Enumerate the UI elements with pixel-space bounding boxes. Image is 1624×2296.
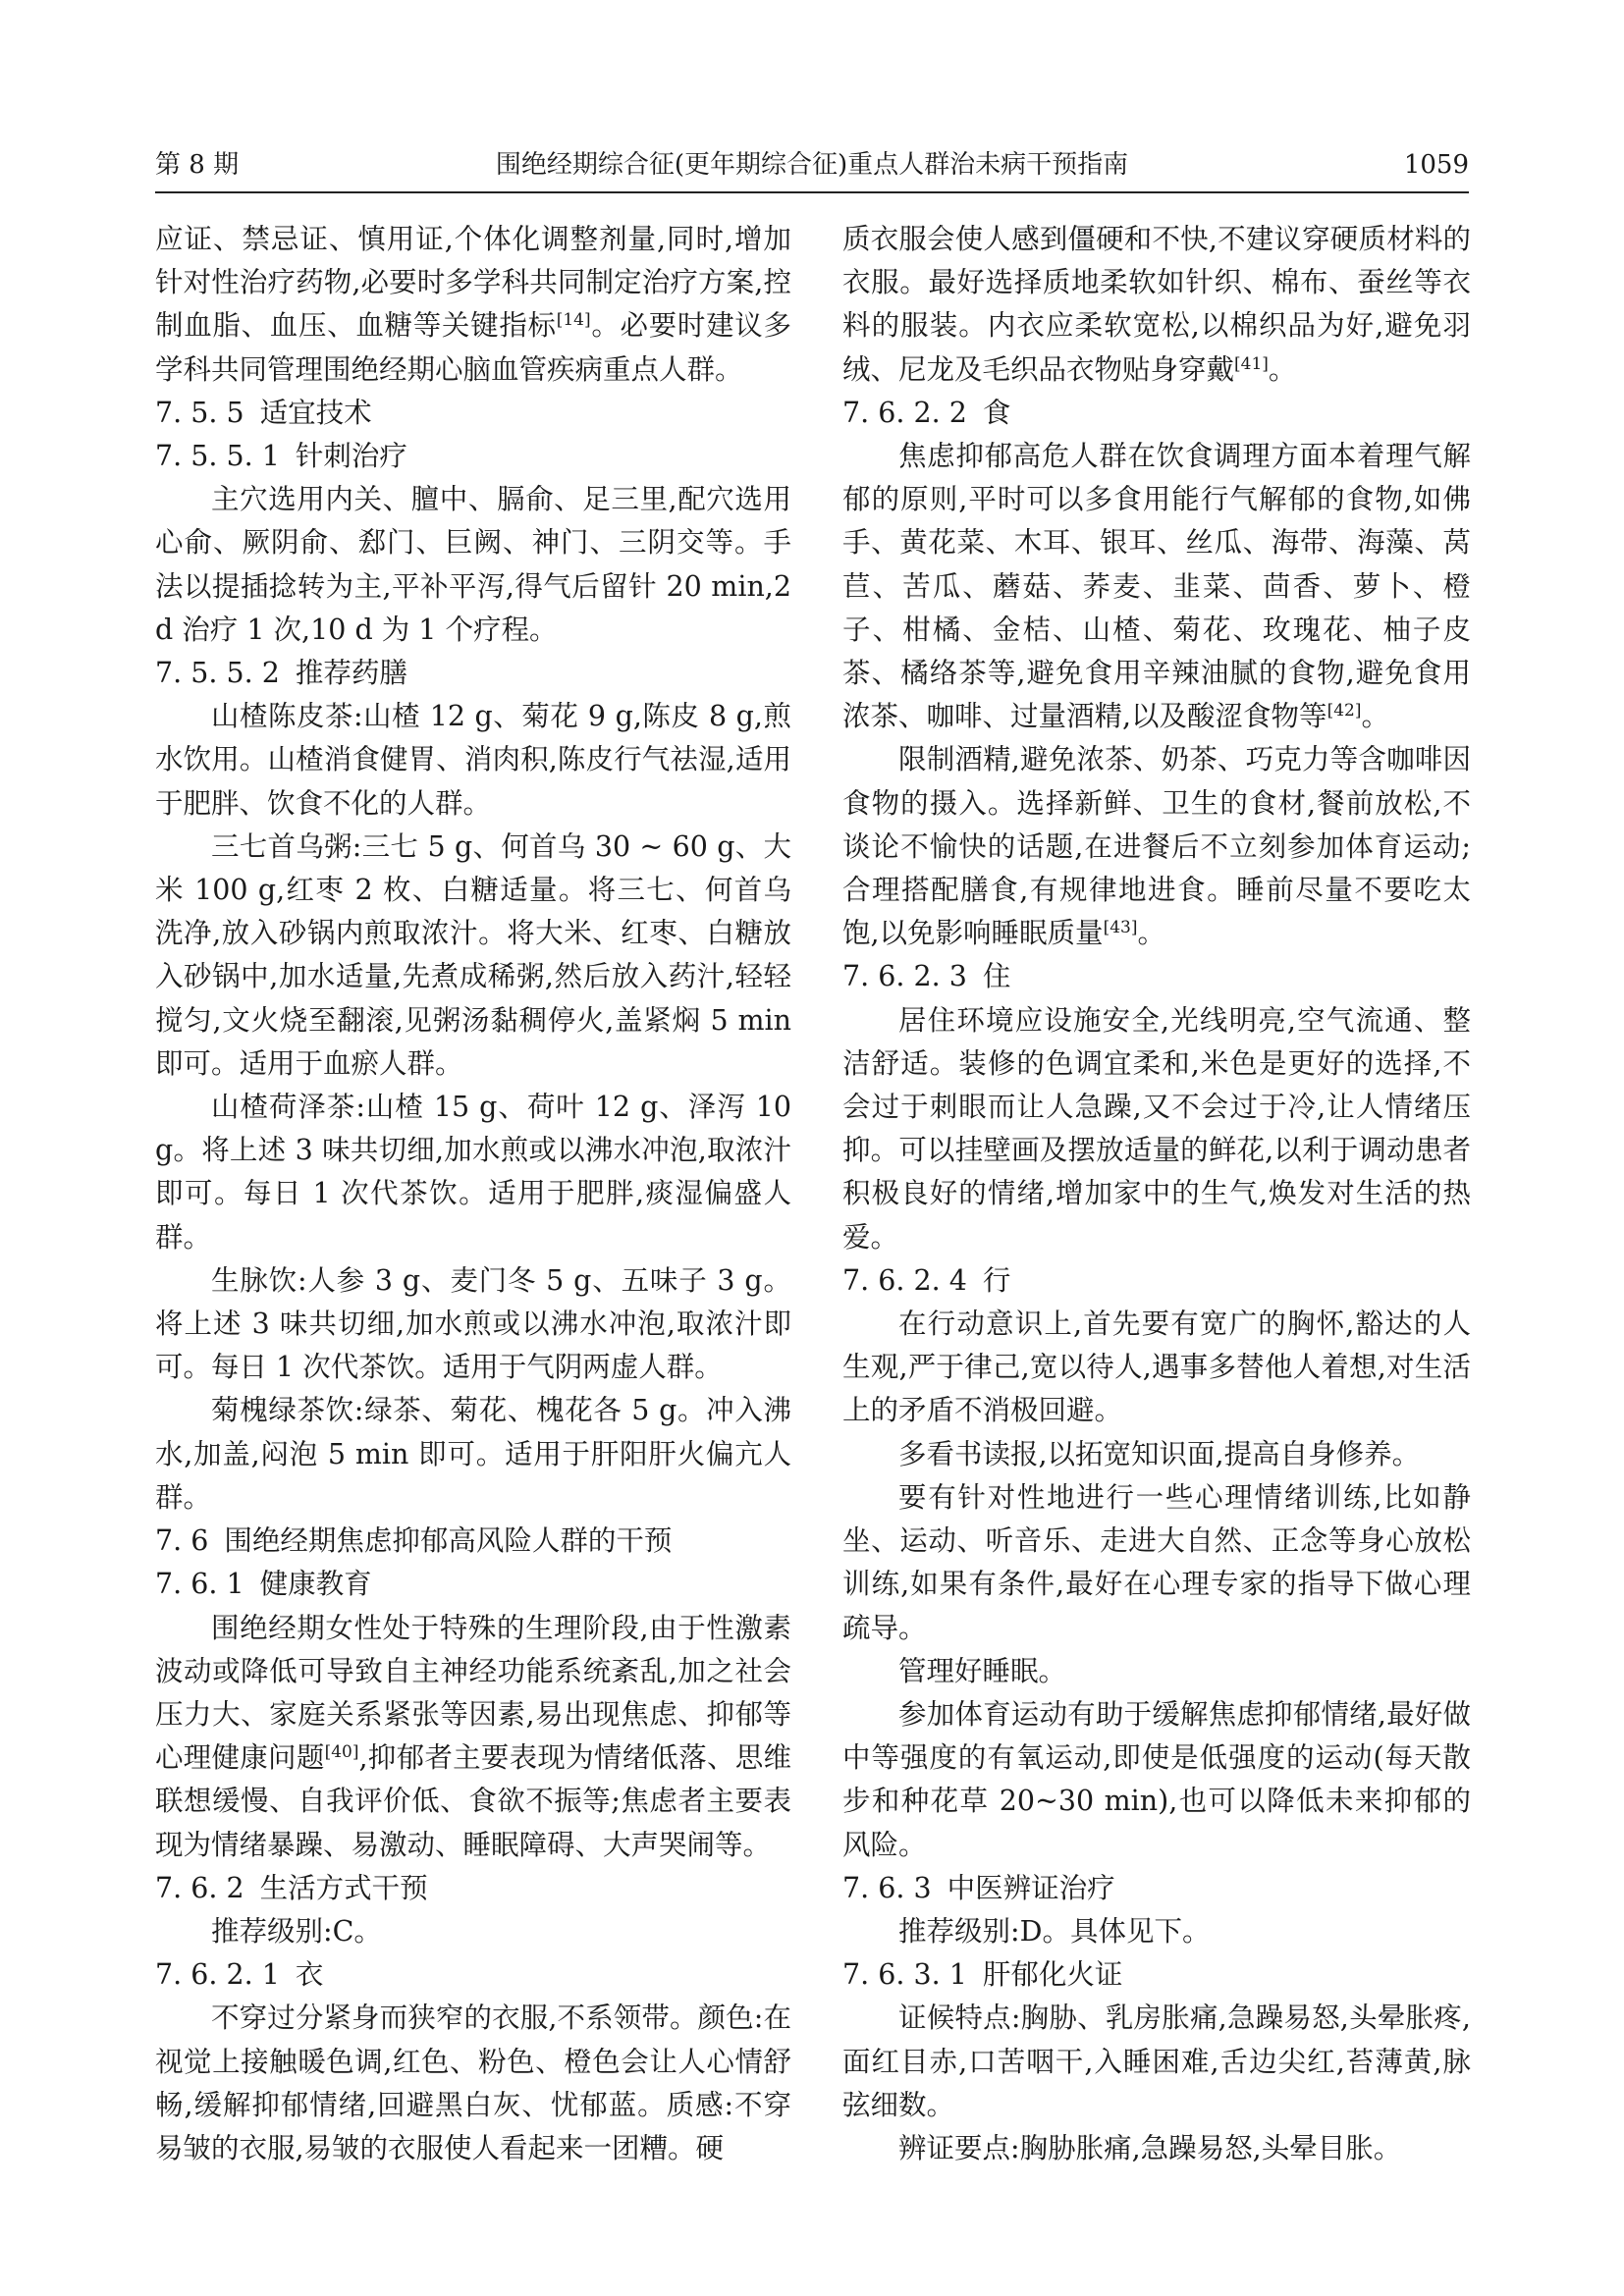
paragraph: 证候特点:胸胁、乳房胀痛,急躁易怒,头晕胀疼,面红目赤,口苦咽干,入睡困难,舌边尖红,苔薄黄,脉弦细数。: [842, 2002, 1471, 2121]
right-column: [842, 218, 1471, 2170]
section-heading: 7. 5. 5. 1 针刺治疗: [155, 440, 407, 473]
section-heading: 7. 5. 5. 2 推荐药膳: [155, 657, 407, 690]
paragraph: 山楂陈皮茶:山楂 12 g、菊花 9 g,陈皮 8 g,煎水饮用。山楂消食健胃、消肉积,陈皮行气祛湿,适用于肥胖、饮食不化的人群。: [155, 700, 791, 820]
citation: [41]: [1234, 353, 1269, 374]
section-heading: 7. 6. 2. 1 衣: [155, 1958, 324, 1992]
citation: [40]: [324, 1742, 359, 1763]
section-heading: 7. 5. 5 适宜技术: [155, 396, 372, 429]
paragraph: 主穴选用内关、膻中、膈俞、足三里,配穴选用心俞、厥阴俞、郄门、巨阙、神门、三阴交等。手法以提插捻转为主,平补平泻,得气后留针 20 min,2 d 治疗 1 次,10 d 为 1 个疗程。: [155, 483, 791, 646]
section-heading: 7. 6 围绝经期焦虑抑郁高风险人群的干预: [155, 1524, 673, 1558]
paragraph: 焦虑抑郁高危人群在饮食调理方面本着理气解郁的原则,平时可以多食用能行气解郁的食物,如佛手、黄花菜、木耳、银耳、丝瓜、海带、海藻、莴苣、苦瓜、蘑菇、荞麦、韭菜、茴香、萝卜、橙子、柑橘、金桔、山楂、菊花、玫瑰花、柚子皮茶、橘络茶等,避免食用辛辣油腻的食物,避免食用浓茶、咖啡、过量酒精,以及酸涩食物等[42]。: [842, 440, 1471, 733]
paragraph: 限制酒精,避免浓茶、奶茶、巧克力等含咖啡因食物的摄入。选择新鲜、卫生的食材,餐前放松,不谈论不愉快的话题,在进餐后不立刻参加体育运动;合理搭配膳食,有规律地进食。睡前尽量不要吃太饱,以免影响睡眠质量[43]。: [842, 743, 1471, 950]
paragraph: 推荐级别:C。: [211, 1914, 382, 1948]
citation: [43]: [1103, 918, 1138, 938]
section-heading: 7. 6. 3 中医辨证治疗: [842, 1871, 1115, 1904]
paragraph: 居住环境应设施安全,光线明亮,空气流通、整洁舒适。装修的色调宜柔和,米色是更好的选择,不会过于刺眼而让人急躁,又不会过于冷,让人情绪压抑。可以挂壁画及摆放适量的鲜花,以利于调动患者积极良好的情绪,增加家中的生气,焕发对生活的热爱。: [842, 1003, 1471, 1254]
issue-number: 第 8 期: [155, 150, 240, 180]
paragraph: 参加体育运动有助于缓解焦虑抑郁情绪,最好做中等强度的有氧运动,即使是低强度的运动(每天散步和种花草 20~30 min),也可以降低未来抑郁的风险。: [842, 1697, 1471, 1861]
paragraph: 在行动意识上,首先要有宽广的胸怀,豁达的人生观,严于律己,宽以待人,遇事多替他人着想,对生活上的矛盾不消极回避。: [842, 1308, 1471, 1427]
paragraph: 多看书读报,以拓宽知识面,提高自身修养。: [898, 1437, 1421, 1470]
running-header: [155, 145, 1469, 188]
paragraph: 管理好睡眠。: [898, 1654, 1067, 1687]
citation: [42]: [1326, 701, 1362, 721]
paragraph: 三七首乌粥:三七 5 g、何首乌 30 ~ 60 g、大米 100 g,红枣 2 枚、白糖适量。将三七、何首乌洗净,放入砂锅内煎取浓汁。将大米、红枣、白糖放入砂锅中,加水适量,先煮成稀粥,然后放入药汁,轻轻搅匀,文火烧至翻滚,见粥汤黏稠停火,盖紧焖 5 min 即可。适用于血瘀人群。: [155, 829, 791, 1080]
paragraph: 辨证要点:胸胁胀痛,急躁易怒,头晕目胀。: [898, 2131, 1402, 2164]
citation: [14]: [556, 310, 591, 331]
paragraph: 围绝经期女性处于特殊的生理阶段,由于性激素波动或降低可导致自主神经功能系统紊乱,加之社会压力大、家庭关系紧张等因素,易出现焦虑、抑郁等心理健康问题[40],抑郁者主要表现为情绪低落、思维联想缓慢、自我评价低、食欲不振等;焦虑者主要表现为情绪暴躁、易激动、睡眠障碍、大声哭闹等。: [155, 1611, 791, 1861]
header-rule: [155, 191, 1469, 193]
section-heading: 7. 6. 3. 1 肝郁化火证: [842, 1958, 1123, 1992]
section-heading: 7. 6. 2. 4 行: [842, 1263, 1011, 1297]
paragraph: 不穿过分紧身而狭窄的衣服,不系领带。颜色:在视觉上接触暖色调,红色、粉色、橙色会让人心情舒畅,缓解抑郁情绪,回避黑白灰、忧郁蓝。质感:不穿易皱的衣服,易皱的衣服使人看起来一团糟。硬: [155, 2002, 791, 2164]
paragraph: 推荐级别:D。具体见下。: [898, 1914, 1211, 1948]
paragraph: 山楂荷泽茶:山楂 15 g、荷叶 12 g、泽泻 10 g。将上述 3 味共切细,加水煎或以沸水冲泡,取浓汁即可。每日 1 次代茶饮。适用于肥胖,痰湿偏盛人群。: [155, 1091, 791, 1254]
paragraph: 质衣服会使人感到僵硬和不快,不建议穿硬质材料的衣服。最好选择质地柔软如针织、棉布、蚕丝等衣料的服装。内衣应柔软宽松,以棉织品为好,避免羽绒、尼龙及毛织品衣物贴身穿戴[41]。: [842, 223, 1471, 386]
left-column: [155, 218, 791, 2170]
section-heading: 7. 6. 1 健康教育: [155, 1568, 372, 1601]
paragraph: 菊槐绿茶饮:绿茶、菊花、槐花各 5 g。冲入沸水,加盖,闷泡 5 min 即可。适用于肝阳肝火偏亢人群。: [155, 1394, 791, 1514]
page-number: 1059: [1403, 150, 1469, 180]
paragraph: 应证、禁忌证、慎用证,个体化调整剂量,同时,增加针对性治疗药物,必要时多学科共同制定治疗方案,控制血脂、血压、血糖等关键指标[14]。必要时建议多学科共同管理围绝经期心脑血管疾病重点人群。: [155, 223, 791, 386]
section-heading: 7. 6. 2. 2 食: [842, 396, 1011, 429]
section-heading: 7. 6. 2 生活方式干预: [155, 1871, 428, 1904]
section-heading: 7. 6. 2. 3 住: [842, 960, 1011, 993]
running-title: 围绝经期综合征(更年期综合征)重点人群治未病干预指南: [495, 150, 1129, 180]
paragraph: 生脉饮:人参 3 g、麦门冬 5 g、五味子 3 g。将上述 3 味共切细,加水煎或以沸水冲泡,取浓汁即可。每日 1 次代茶饮。适用于气阴两虚人群。: [155, 1263, 791, 1384]
paragraph: 要有针对性地进行一些心理情绪训练,比如静坐、运动、听音乐、走进大自然、正念等身心放松训练,如果有条件,最好在心理专家的指导下做心理疏导。: [842, 1480, 1471, 1644]
